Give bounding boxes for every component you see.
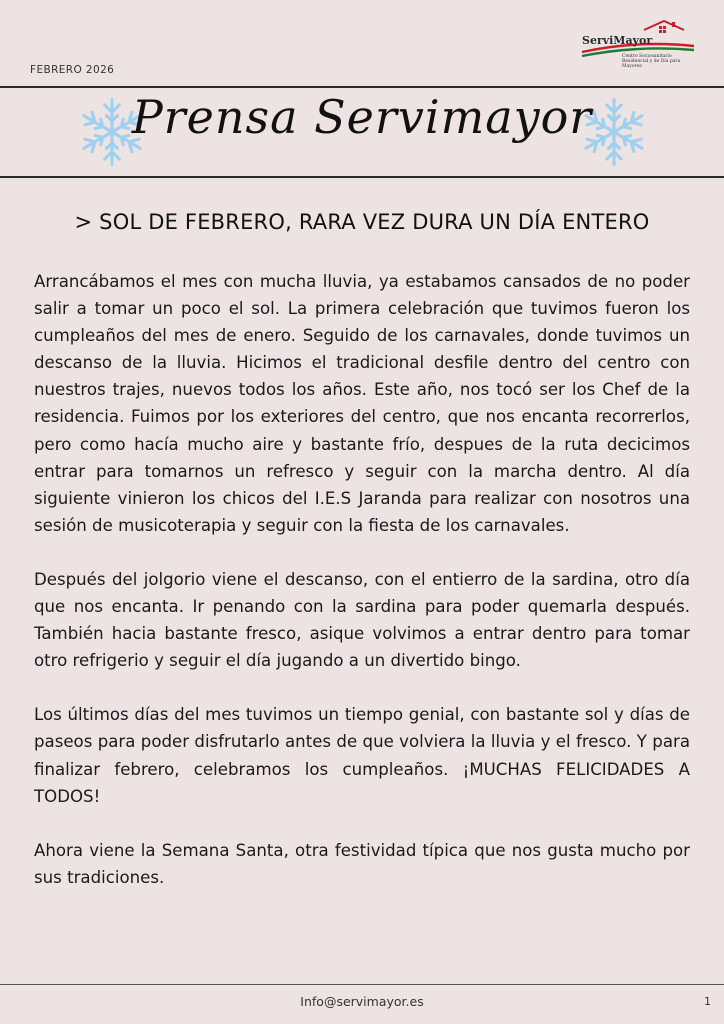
paragraph: Después del jolgorio viene el descanso, con el entierro de la sardina, otro día que nos encanta. Ir penando con la sardina para poder quemarla después. También hacia bastante fresco, asique volvimos a entrar dentro para tomar otro refrigerio y seguir el día jugando a un divertido bingo. — [34, 569, 690, 671]
page-number: 1 — [704, 995, 711, 1008]
footer-rule — [0, 984, 724, 985]
contact-email[interactable]: Info@servimayor.es — [300, 994, 424, 1009]
servimayor-logo — [578, 18, 698, 68]
snowflake-icon — [578, 92, 650, 172]
paragraph: Arrancábamos el mes con mucha lluvia, ya estabamos cansados de no poder salir a tomar un poco el sol. La primera celebración que tuvimos fueron los cumpleaños del mes de enero. Seguido de los carnavales, donde tuvimos un descanso de la lluvia. Hicimos el tradicional desfile dentro del centro con nuestros trajes, nuevos todos los años. Este año, nos tocó ser los Chef de la residencia. Fuimos por los exteriores del centro, que nos encanta recorrerlos, pero como hacía mucho aire y bastante frío, despues de la ruta decicimos entrar para tomarnos un refresco y seguir con la marcha dentro. Al día siguiente vinieron los chicos del I.E.S Jaranda para realizar con nosotros una sesión de musicoterapia y seguir con la fiesta de los carnavales. — [34, 272, 690, 535]
header-bottom-rule — [0, 176, 724, 178]
issue-date: FEBRERO 2026 — [30, 64, 115, 76]
logo-name: ServiMayor — [582, 34, 653, 47]
header-top-rule — [0, 86, 724, 88]
article-body — [34, 268, 690, 918]
newsletter-title: Prensa Servimayor — [131, 90, 593, 144]
paragraph: Ahora viene la Semana Santa, otra festividad típica que nos gusta mucho por sus tradiciones. — [34, 840, 690, 887]
article-headline: > SOL DE FEBRERO, RARA VEZ DURA UN DÍA ENTERO — [74, 210, 650, 234]
logo-subtitle: Centro Sociosanitario Residencial y de Día para Mayores — [622, 54, 681, 69]
paragraph: Los últimos días del mes tuvimos un tiempo genial, con bastante sol y días de paseos para poder disfrutarlo antes de que volviera la lluvia y el fresco. Y para finalizar febrero, celebramos los cumpleaños. ¡MUCHAS FELICIDADES A TODOS! — [34, 705, 690, 806]
